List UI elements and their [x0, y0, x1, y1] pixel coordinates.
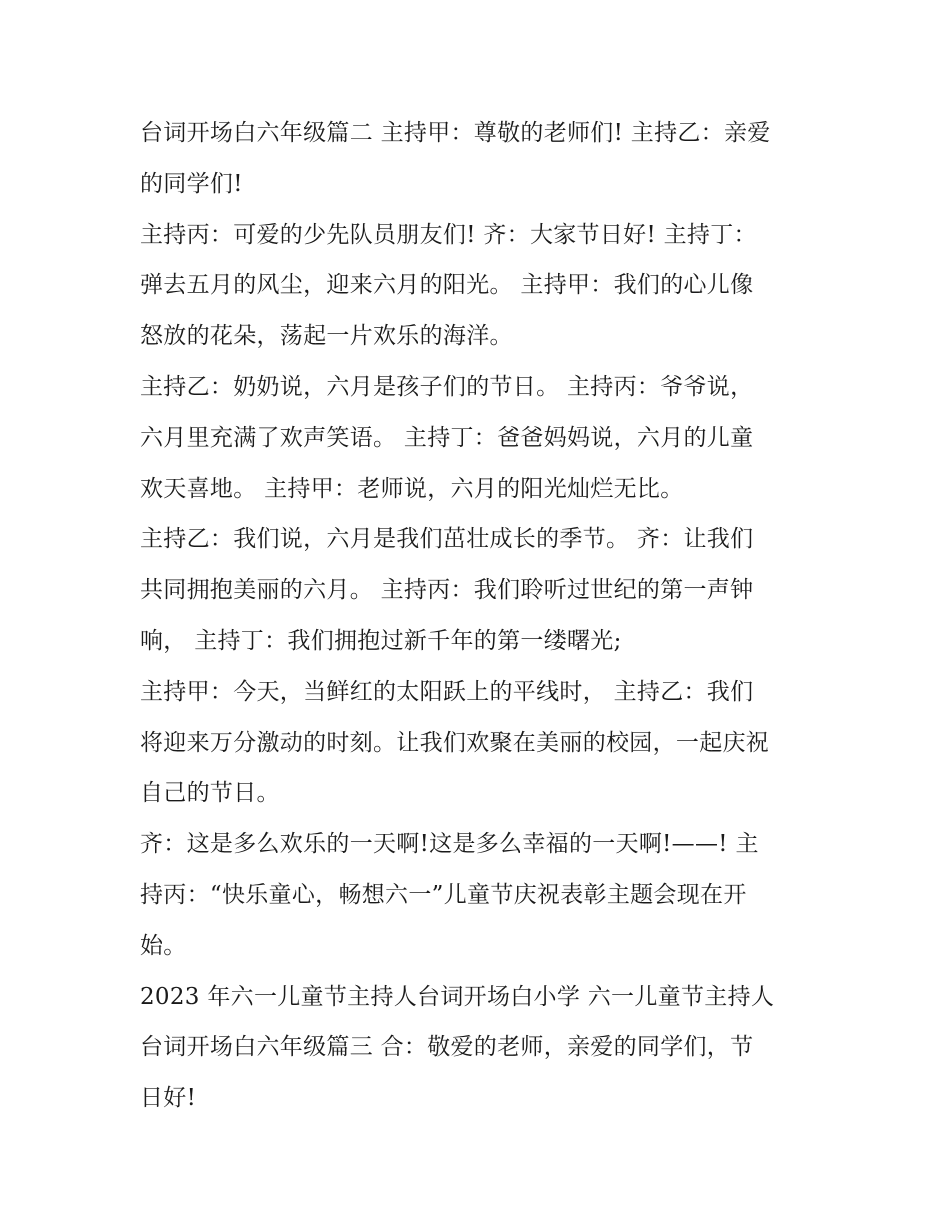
paragraph-4 — [140, 514, 820, 666]
text-line: 欢天喜地。 主持甲：老师说，六月的阳光灿烂无比。 — [140, 475, 684, 502]
text-line: 自己的节日。 — [140, 780, 280, 807]
text-line: 六月里充满了欢声笑语。 主持丁：爸爸妈妈说，六月的儿童 — [140, 424, 754, 451]
paragraph-6 — [140, 819, 820, 971]
text-line: 2023 年六一儿童节主持人台词开场白小学 六一儿童节主持人 — [140, 983, 775, 1010]
paragraph-2 — [140, 210, 820, 362]
text-line: 的同学们! — [140, 170, 243, 197]
text-line: 主持乙：奶奶说，六月是孩子们的节日。 主持丙：爷爷说， — [140, 373, 754, 400]
paragraph-1 — [140, 108, 820, 210]
paragraph-3 — [140, 362, 820, 514]
text-line: 主持甲：今天，当鲜红的太阳跃上的平线时， 主持乙：我们 — [140, 678, 754, 705]
text-line: 主持乙：我们说，六月是我们茁壮成长的季节。 齐：让我们 — [140, 526, 754, 553]
text-line: 共同拥抱美丽的六月。 主持丙：我们聆听过世纪的第一声钟 — [140, 577, 754, 604]
text-line: 台词开场白六年级篇二 主持甲：尊敬的老师们! 主持乙：亲爱 — [140, 120, 771, 146]
text-line: 弹去五月的风尘，迎来六月的阳光。 主持甲：我们的心儿像 — [140, 272, 754, 299]
text-line: 台词开场白六年级篇三 合：敬爱的老师，亲爱的同学们，节 — [140, 1034, 754, 1061]
text-line: 齐：这是多么欢乐的一天啊!这是多么幸福的一天啊!——! 主 — [140, 831, 759, 858]
text-line: 持丙：“快乐童心，畅想六一”儿童节庆祝表彰主题会现在开 — [140, 881, 747, 908]
paragraph-7 — [140, 972, 820, 1124]
document-body — [140, 108, 820, 1124]
text-line: 怒放的花朵，荡起一片欢乐的海洋。 — [140, 323, 513, 350]
text-line: 将迎来万分激动的时刻。让我们欢聚在美丽的校园，一起庆祝 — [140, 729, 770, 756]
paragraph-5 — [140, 667, 820, 819]
text-line: 日好! — [140, 1085, 197, 1112]
text-line: 始。 — [140, 932, 187, 959]
text-line: 响， 主持丁：我们拥抱过新千年的第一缕曙光; — [140, 627, 622, 654]
text-line: 主持丙：可爱的少先队员朋友们! 齐：大家节日好! 主持丁： — [140, 221, 757, 248]
